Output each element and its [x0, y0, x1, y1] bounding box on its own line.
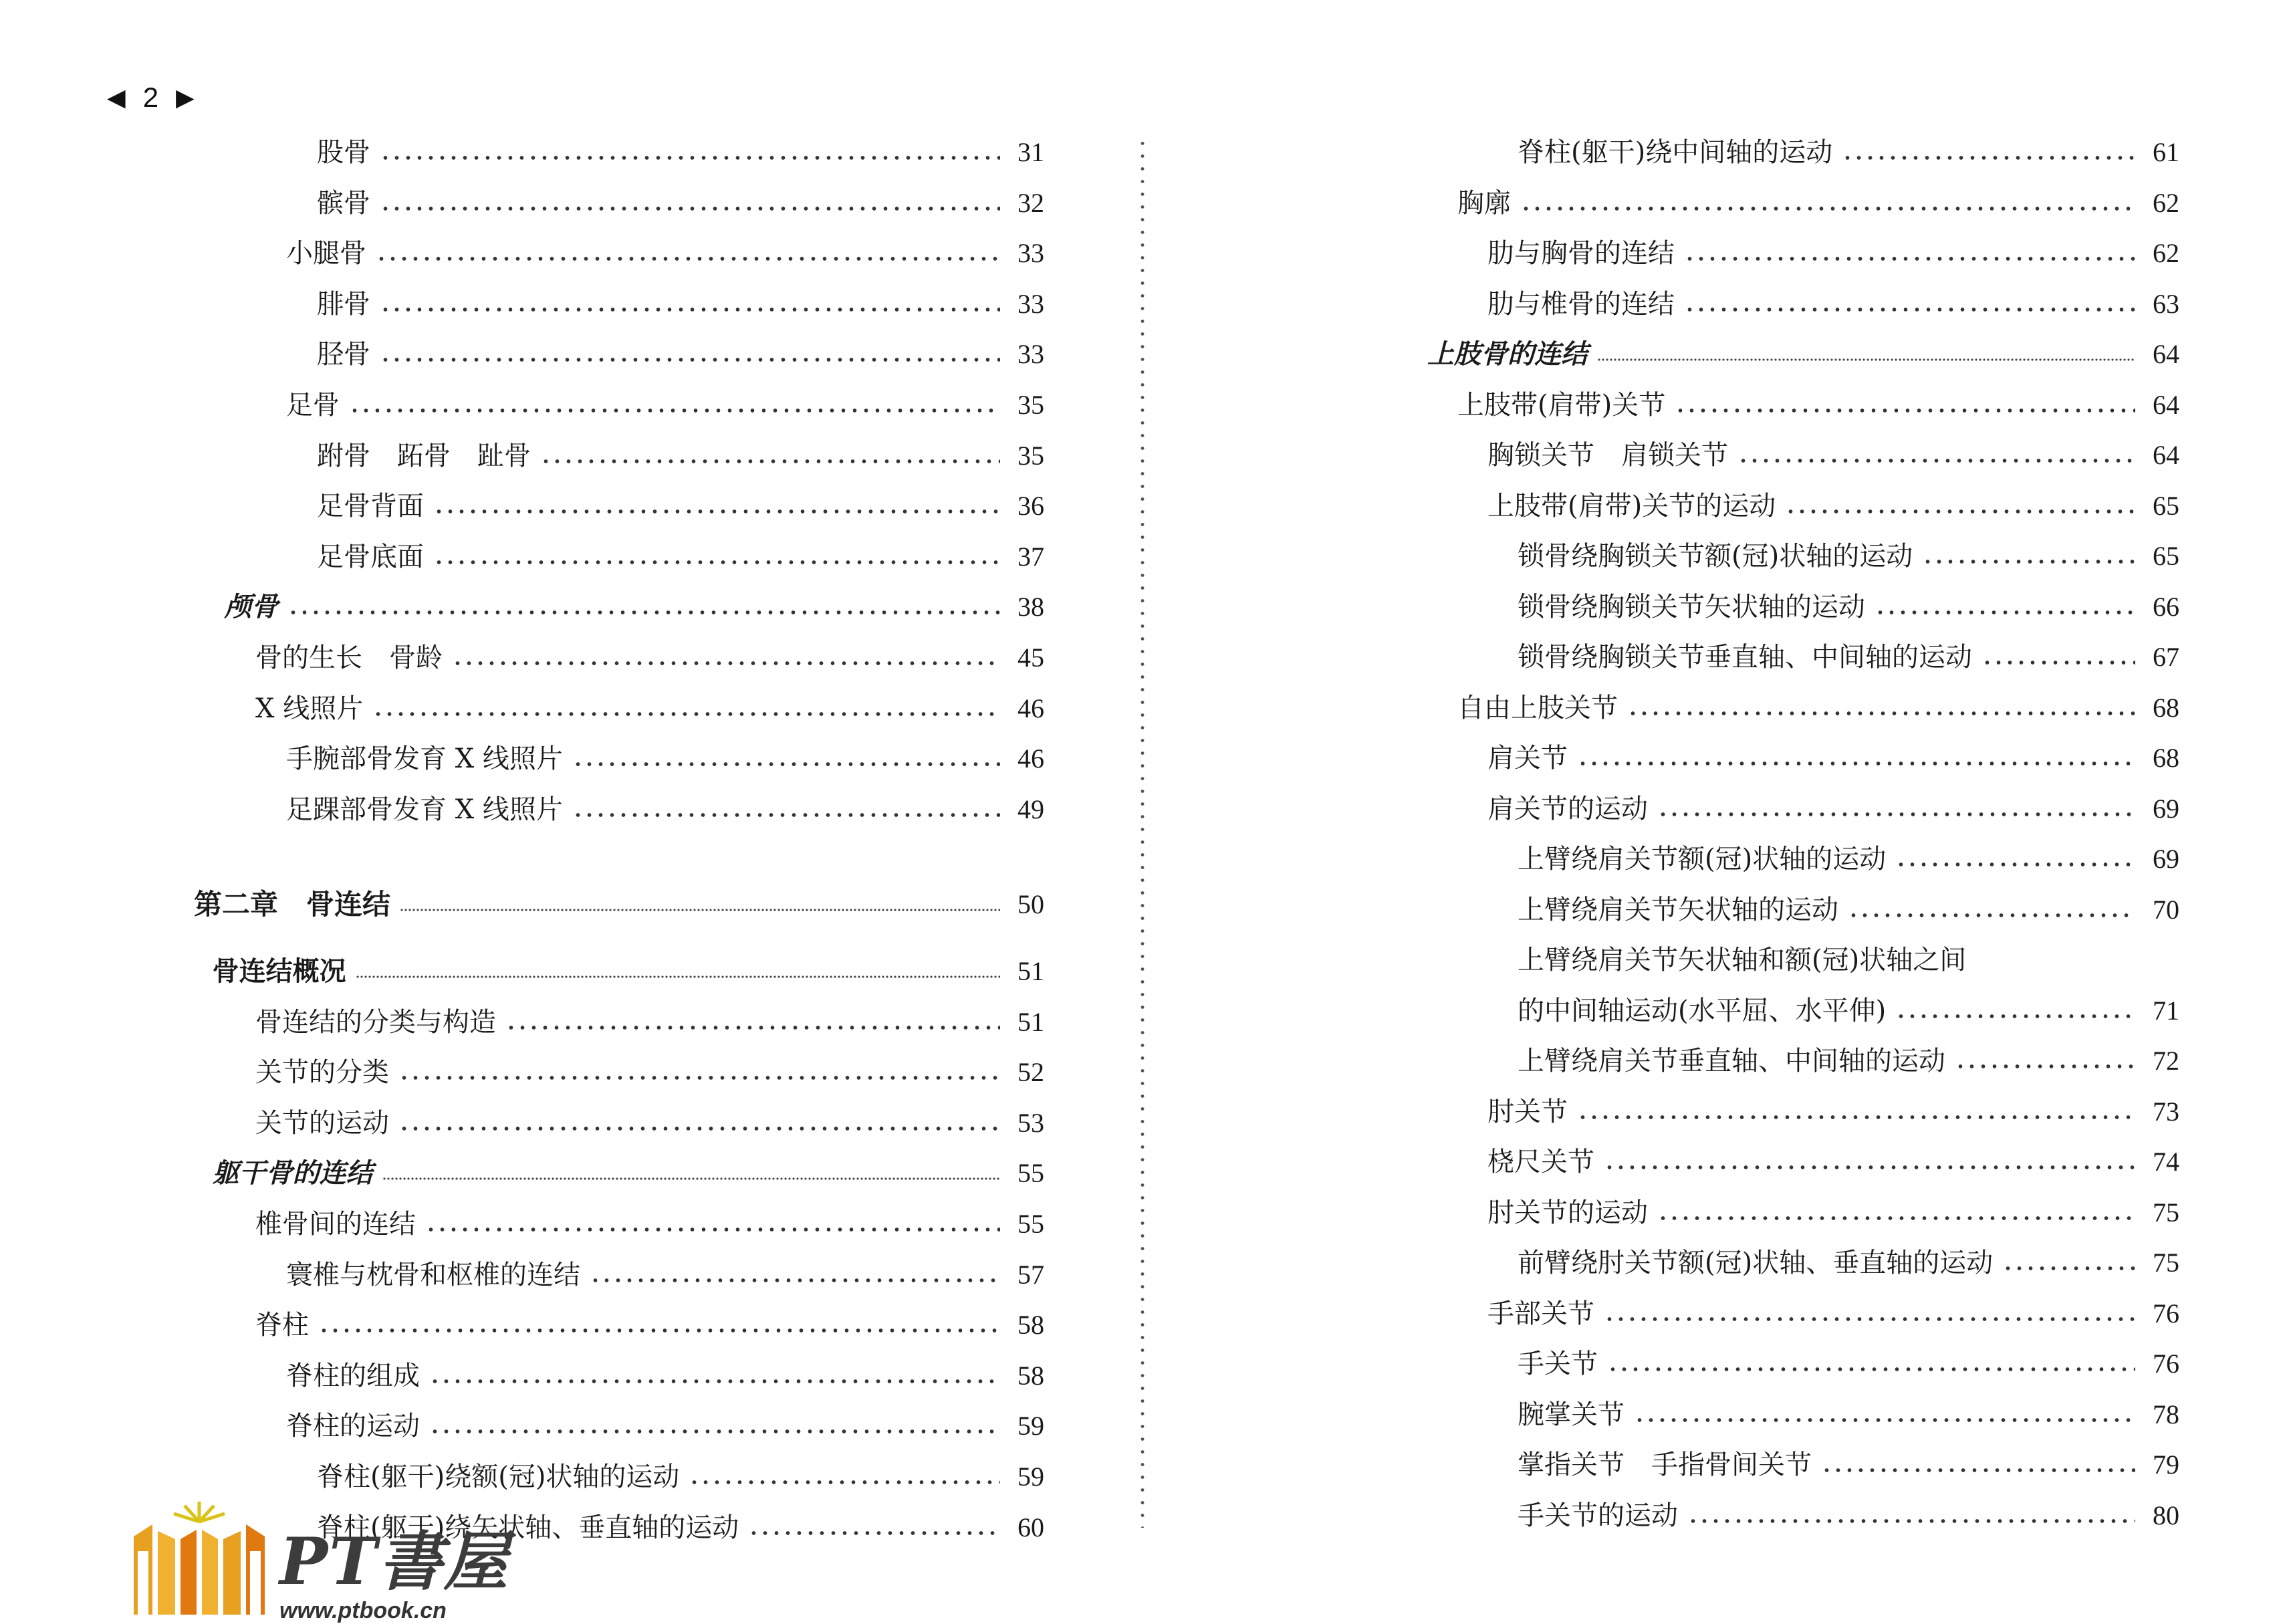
- toc-entry-page: 76: [2153, 1349, 2179, 1379]
- dot-leader: [372, 710, 1000, 718]
- toc-entry[interactable]: [1427, 1333, 2179, 1381]
- dot-leader: [540, 457, 1000, 465]
- toc-entry-title: 肋与胸骨的连结: [1487, 238, 1675, 269]
- toc-entry-title: 寰椎与枕骨和枢椎的连结: [286, 1259, 580, 1290]
- toc-entry-page: 60: [1017, 1512, 1044, 1542]
- toc-entry[interactable]: [1427, 273, 2179, 322]
- dot-leader: [1657, 1214, 2135, 1222]
- toc-entry-page: 33: [1017, 339, 1044, 370]
- toc-entry-page: 55: [1017, 1209, 1044, 1239]
- toc-entry[interactable]: [194, 627, 1044, 675]
- toc-entry-page: 75: [2153, 1197, 2179, 1228]
- dot-leader: [505, 1024, 1000, 1032]
- next-page-icon[interactable]: ▶: [176, 84, 195, 111]
- toc-entry-page: 57: [1017, 1259, 1044, 1290]
- toc-entry-page: 66: [2153, 591, 2179, 622]
- toc-entry[interactable]: [194, 992, 1044, 1040]
- toc-entry-page: 64: [2153, 389, 2179, 420]
- page-number: 2: [142, 82, 159, 113]
- toc-entry-page: 52: [1017, 1057, 1044, 1088]
- toc-entry-page: 79: [2153, 1449, 2179, 1480]
- toc-entry-page: 53: [1017, 1107, 1044, 1138]
- toc-entry-title: 腕掌关节: [1518, 1399, 1625, 1430]
- dot-leader: [429, 1427, 1000, 1435]
- toc-entry[interactable]: [1427, 1283, 2179, 1331]
- toc-entry[interactable]: [194, 273, 1044, 322]
- toc-entry[interactable]: [1427, 475, 2179, 524]
- toc-entry-page: 32: [1017, 187, 1044, 218]
- dot-leader: [287, 608, 1000, 616]
- toc-entry-page: 75: [2153, 1248, 2179, 1278]
- toc-entry-page: 65: [2153, 541, 2179, 571]
- toc-entry-page: 50: [1017, 889, 1044, 919]
- toc-entry-page: 38: [1017, 592, 1044, 622]
- dot-leader: [1607, 1365, 2135, 1373]
- dot-leader: [1604, 1315, 2135, 1323]
- toc-entry-page: 36: [1017, 491, 1044, 521]
- dot-leader: [400, 907, 1000, 913]
- toc-entry-title: 腓骨: [317, 288, 370, 320]
- dot-leader: [1577, 760, 2135, 768]
- toc-entry[interactable]: [194, 678, 1044, 726]
- bookshelf-icon: [127, 1498, 274, 1615]
- toc-entry-page: 69: [2153, 793, 2179, 824]
- dot-leader: [380, 154, 1000, 162]
- prev-page-icon[interactable]: ◀: [107, 84, 126, 111]
- toc-entry-title: 手腕部骨发育 X 线照片: [286, 743, 563, 775]
- toc-entry-page: 71: [2153, 995, 2179, 1026]
- toc-entry-page: 62: [2153, 238, 2179, 268]
- dot-leader: [1955, 1062, 2135, 1070]
- toc-entry-page: 78: [2153, 1399, 2179, 1429]
- dot-leader: [1737, 457, 2135, 465]
- dot-leader: [349, 407, 1000, 415]
- toc-entry-title: 上臂绕肩关节矢状轴的运动: [1518, 894, 1838, 925]
- toc-entry[interactable]: [1427, 526, 2179, 574]
- toc-entry[interactable]: [194, 122, 1044, 170]
- toc-entry-page: 59: [1017, 1411, 1044, 1441]
- toc-entry-page: 35: [1017, 440, 1044, 471]
- toc-entry-title: 桡尺关节: [1487, 1147, 1594, 1177]
- dot-leader: [748, 1529, 1000, 1537]
- toc-entry-page: 80: [2153, 1500, 2179, 1530]
- toc-entry[interactable]: [1427, 879, 2179, 927]
- toc-entry-page: 69: [2153, 844, 2179, 874]
- dot-leader: [380, 205, 1000, 213]
- toc-entry-title: 躯干骨的连结: [212, 1158, 373, 1189]
- toc-entry-page: 64: [2153, 339, 2179, 369]
- toc-entry-title: 上臂绕肩关节额(冠)状轴的运动: [1518, 844, 1887, 875]
- dot-leader: [382, 1175, 1000, 1182]
- toc-entry-page: 72: [2153, 1046, 2179, 1076]
- toc-entry-page: 64: [2153, 440, 2179, 470]
- dot-leader: [429, 1377, 1000, 1385]
- dot-leader: [1981, 659, 2135, 667]
- toc-entry[interactable]: [194, 1294, 1044, 1343]
- toc-entry-page: 68: [2153, 692, 2179, 723]
- toc-entry-title: 胸廓: [1457, 187, 1511, 219]
- toc-entry-title: 前臂绕肘关节额(冠)状轴、垂直轴的运动: [1518, 1248, 1994, 1278]
- toc-entry-title: 自由上肢关节: [1457, 692, 1618, 723]
- toc-entry[interactable]: [194, 374, 1044, 423]
- toc-entry[interactable]: [194, 526, 1044, 574]
- dot-leader: [572, 811, 1000, 819]
- toc-entry[interactable]: [1427, 1131, 2179, 1179]
- dot-leader: [1597, 356, 2135, 363]
- toc-entry[interactable]: [1427, 1081, 2179, 1129]
- toc-entry[interactable]: [1427, 677, 2179, 725]
- toc-entry[interactable]: [1427, 223, 2179, 271]
- dot-leader: [425, 1226, 1000, 1234]
- toc-entry-title: 椎骨间的连结: [255, 1209, 416, 1240]
- toc-entry-page: 63: [2153, 288, 2179, 319]
- dot-leader: [590, 1276, 1000, 1284]
- toc-entry-title: 足骨背面: [317, 491, 424, 522]
- toc-entry-title: 足骨底面: [317, 541, 424, 572]
- toc-entry-title: 足骨: [286, 390, 340, 421]
- dot-leader: [1848, 911, 2135, 919]
- page-navigator: [107, 82, 195, 114]
- dot-leader: [1684, 306, 2135, 314]
- toc-entry-page: 46: [1017, 693, 1044, 723]
- toc-entry[interactable]: [1427, 778, 2179, 826]
- toc-entry-title: 关节的分类: [255, 1057, 389, 1088]
- dot-leader: [452, 659, 1000, 667]
- dot-leader: [1895, 1012, 2135, 1020]
- toc-entry-page: 73: [2153, 1096, 2179, 1127]
- toc-entry-title: 脊柱: [255, 1310, 309, 1341]
- toc-entry-page: 76: [2153, 1298, 2179, 1328]
- dot-leader: [1657, 810, 2135, 818]
- toc-entry[interactable]: [1427, 1434, 2179, 1482]
- toc-entry-title: 上臂绕肩关节垂直轴、中间轴的运动: [1518, 1046, 1945, 1076]
- toc-entry-title: 锁骨绕胸锁关节矢状轴的运动: [1518, 591, 1865, 622]
- toc-entry-title: 脊柱(躯干)绕中间轴的运动: [1518, 137, 1833, 168]
- dot-leader: [1627, 709, 2135, 717]
- toc-entry-title: 脊柱的运动: [286, 1411, 420, 1442]
- toc-entry[interactable]: [194, 576, 1044, 624]
- toc-entry-title: 第二章 骨连结: [194, 888, 391, 921]
- toc-entry[interactable]: [194, 1143, 1044, 1191]
- toc-entry-page: 59: [1017, 1462, 1044, 1492]
- dot-leader: [1875, 608, 2135, 616]
- watermark-brand: PT書屋: [279, 1524, 509, 1599]
- dot-leader: [1675, 407, 2135, 415]
- toc-entry-page: 33: [1017, 238, 1044, 269]
- toc-entry-page: 49: [1017, 794, 1044, 824]
- toc-entry-title: 脊柱(躯干)绕矢状轴、垂直轴的运动: [317, 1512, 739, 1543]
- toc-entry-title: 髌骨: [317, 187, 370, 219]
- toc-entry[interactable]: [1427, 828, 2179, 877]
- toc-entry-title: 脊柱(躯干)绕额(冠)状轴的运动: [317, 1462, 680, 1492]
- dot-leader: [2002, 1264, 2135, 1272]
- toc-entry[interactable]: [194, 941, 1044, 989]
- toc-entry[interactable]: [194, 425, 1044, 473]
- toc-entry[interactable]: [194, 779, 1044, 827]
- toc-entry-title: 骨的生长 骨龄: [255, 643, 443, 673]
- toc-entry[interactable]: [194, 223, 1044, 271]
- toc-entry-page: 61: [2153, 137, 2179, 167]
- toc-entry-title: 肩关节的运动: [1487, 793, 1648, 824]
- toc-entry[interactable]: [1427, 980, 2179, 1028]
- toc-entry[interactable]: [1427, 1384, 2179, 1432]
- watermark-url: www.ptbook.cn: [279, 1598, 447, 1623]
- toc-entry-title: 手关节: [1518, 1349, 1598, 1379]
- toc-entry-page: 33: [1017, 288, 1044, 319]
- dot-leader: [398, 1125, 1000, 1133]
- toc-entry-page: 70: [2153, 894, 2179, 925]
- toc-entry[interactable]: [194, 1395, 1044, 1443]
- toc-entry-title: 跗骨 跖骨 趾骨: [317, 440, 531, 471]
- toc-entry-title: 上臂绕肩关节矢状轴和额(冠)状轴之间: [1518, 945, 1967, 975]
- toc-entry-page: 62: [2153, 187, 2179, 218]
- dot-leader: [1604, 1163, 2135, 1171]
- toc-entry-title: 掌指关节 手指骨间关节: [1518, 1449, 1812, 1480]
- dot-leader: [380, 356, 1000, 364]
- toc-entry-title: 上肢带(肩带)关节: [1457, 389, 1666, 421]
- toc-entry[interactable]: [1427, 929, 2179, 977]
- toc-entry-page: 37: [1017, 541, 1044, 572]
- toc-entry[interactable]: [194, 1345, 1044, 1393]
- toc-entry-title: 颅骨: [225, 592, 278, 623]
- toc-entry[interactable]: [194, 1092, 1044, 1141]
- toc-entry[interactable]: [194, 1042, 1044, 1090]
- toc-entry[interactable]: [1427, 1232, 2179, 1280]
- toc-entry-title: 手部关节: [1487, 1298, 1594, 1329]
- dot-leader: [689, 1478, 1000, 1486]
- toc-entry-page: 74: [2153, 1147, 2179, 1177]
- dot-leader: [1842, 154, 2135, 162]
- dot-leader: [1922, 558, 2135, 566]
- toc-entry-title: 胸锁关节 肩锁关节: [1487, 440, 1728, 471]
- toc-entry[interactable]: [194, 475, 1044, 524]
- toc-entry-page: 65: [2153, 490, 2179, 521]
- dot-leader: [1520, 205, 2135, 213]
- toc-entry[interactable]: [194, 728, 1044, 776]
- toc-entry-title: 小腿骨: [286, 238, 366, 269]
- toc-entry[interactable]: [1427, 1030, 2179, 1078]
- toc-entry-title: 关节的运动: [255, 1107, 389, 1139]
- toc-entry-page: 51: [1017, 1006, 1044, 1037]
- dot-leader: [356, 973, 1000, 980]
- toc-entry[interactable]: [1427, 324, 2179, 372]
- toc-entry[interactable]: [1427, 172, 2179, 221]
- toc-entry-title: 肩关节: [1487, 743, 1568, 774]
- toc-entry-page: 51: [1017, 956, 1044, 986]
- column-divider: [1140, 137, 1145, 1528]
- toc-entry-title: 骨连结的分类与构造: [255, 1006, 496, 1038]
- toc-entry[interactable]: [1427, 1182, 2179, 1230]
- toc-entry[interactable]: [1427, 727, 2179, 776]
- toc-entry-title: 肘关节的运动: [1487, 1197, 1648, 1228]
- dot-leader: [318, 1326, 1000, 1335]
- toc-entry[interactable]: [194, 1446, 1044, 1494]
- toc-entry[interactable]: [1427, 1485, 2179, 1533]
- toc-entry-page: 45: [1017, 643, 1044, 673]
- toc-entry[interactable]: [1427, 374, 2179, 423]
- dot-leader: [433, 558, 1000, 566]
- toc-entry-page: 58: [1017, 1360, 1044, 1391]
- dot-leader: [398, 1074, 1000, 1082]
- toc-entry[interactable]: [1427, 122, 2179, 170]
- dot-leader: [1634, 1416, 2135, 1424]
- toc-entry-page: 67: [2153, 642, 2179, 672]
- dot-leader: [1687, 1517, 2135, 1525]
- toc-entry-title: 骨连结概况: [212, 956, 346, 987]
- toc-entry-title: 锁骨绕胸锁关节额(冠)状轴的运动: [1518, 541, 1913, 572]
- toc-entry-title: 股骨: [317, 137, 370, 168]
- toc-entry[interactable]: [194, 1244, 1044, 1292]
- toc-entry[interactable]: [1427, 425, 2179, 473]
- toc-entry-title: 锁骨绕胸锁关节垂直轴、中间轴的运动: [1518, 642, 1972, 673]
- toc-entry-title: 的中间轴运动(水平屈、水平伸): [1518, 995, 1887, 1026]
- toc-entry-title: 上肢骨的连结: [1427, 339, 1588, 370]
- dot-leader: [380, 306, 1000, 314]
- toc-entry[interactable]: [194, 172, 1044, 221]
- toc-entry[interactable]: [194, 1193, 1044, 1242]
- dot-leader: [1785, 507, 2135, 515]
- dot-leader: [1895, 860, 2135, 868]
- toc-entry-title: 肋与椎骨的连结: [1487, 288, 1675, 320]
- toc-entry-title: 肘关节: [1487, 1096, 1568, 1127]
- toc-entry-title: 上肢带(肩带)关节的运动: [1487, 490, 1776, 521]
- toc-entry-page: 35: [1017, 390, 1044, 420]
- dot-leader: [433, 507, 1000, 515]
- toc-entry-title: X 线照片: [255, 693, 364, 724]
- toc-entry[interactable]: [1427, 626, 2179, 675]
- toc-entry-title: 手关节的运动: [1518, 1500, 1678, 1531]
- toc-entry[interactable]: [194, 874, 1044, 922]
- dot-leader: [1821, 1466, 2135, 1474]
- toc-entry-page: 55: [1017, 1158, 1044, 1189]
- toc-entry-title: 足踝部骨发育 X 线照片: [286, 794, 563, 825]
- toc-entry[interactable]: [194, 324, 1044, 372]
- toc-entry-page: 58: [1017, 1310, 1044, 1341]
- toc-entry[interactable]: [1427, 576, 2179, 624]
- watermark-logo: [127, 1498, 528, 1623]
- toc-entry-page: 68: [2153, 743, 2179, 773]
- toc-entry-title: 胫骨: [317, 339, 370, 370]
- dot-leader: [572, 760, 1000, 768]
- dot-leader: [1684, 255, 2135, 263]
- dot-leader: [1577, 1113, 2135, 1121]
- toc-entry-page: 46: [1017, 743, 1044, 774]
- toc-entry-title: 脊柱的组成: [286, 1360, 420, 1391]
- toc-entry-page: 31: [1017, 137, 1044, 167]
- dot-leader: [376, 255, 1000, 263]
